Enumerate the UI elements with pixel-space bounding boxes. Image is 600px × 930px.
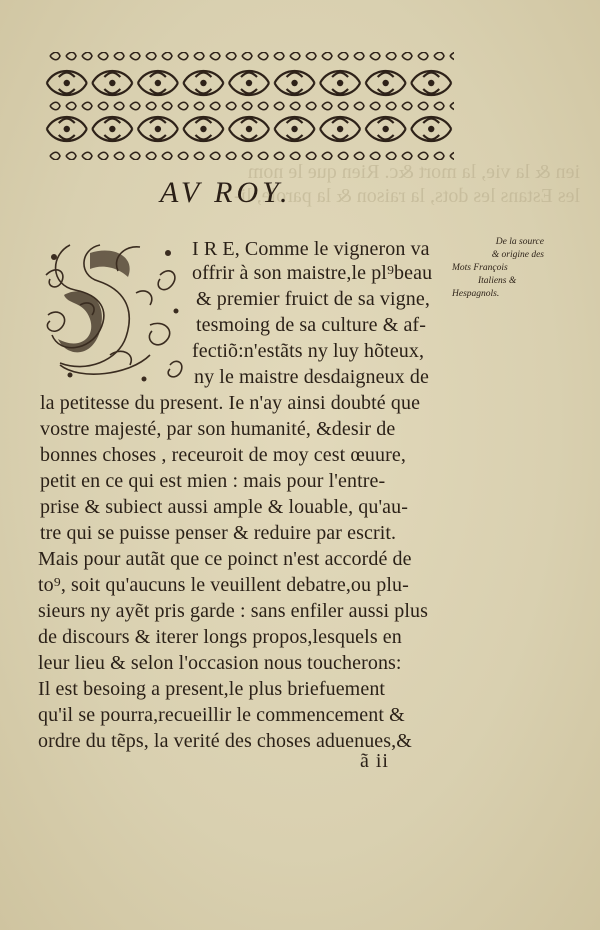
ornamental-headpiece (44, 52, 454, 160)
page-title: AV ROY. (160, 176, 292, 209)
text-line: de discours & iterer longs propos,lesquels en (38, 626, 402, 648)
headpiece-border (50, 102, 454, 110)
text-line: I R E, Comme le vigneron va (192, 238, 430, 260)
text-line: & premier fruict de sa vigne, (196, 288, 430, 310)
text-line: offrir à son maistre,le pl⁹beau (192, 262, 433, 284)
headpiece-motif (366, 117, 406, 141)
headpiece-motif (47, 71, 87, 95)
headpiece-motif (229, 117, 269, 141)
text-line: tre qui se puisse penser & reduire par escrit. (40, 522, 397, 544)
text-line: ny le maistre desdaigneux de (194, 366, 429, 388)
headpiece-motif (183, 117, 223, 141)
headpiece-motif (411, 117, 451, 141)
headpiece-motif (275, 117, 315, 141)
headpiece-border (50, 52, 454, 60)
headpiece-motif (138, 117, 178, 141)
bleed-through-text: ien & la vie, la mort &c. Rien que le nom les Estans les dots, la raison & la parole, li- (233, 161, 580, 207)
text-line: sieurs ny ayẽt pris garde : sans enfiler aussi plus (38, 600, 429, 622)
text-line: Il est besoing a present,le plus briefuement (38, 678, 386, 700)
text-line: to⁹, soit qu'aucuns le veuillent debatre,ou plu- (38, 574, 409, 596)
text-line: leur lieu & selon l'occasion nous toucherons: (38, 652, 402, 674)
decorated-initial-s (40, 235, 188, 385)
headpiece-motif (320, 71, 360, 95)
text-line: bonnes choses , receuroit de moy cest œuure, (40, 444, 406, 466)
headpiece-ornament-icon (44, 52, 454, 160)
margin-note-line: Italiens & (478, 276, 517, 286)
headpiece-motif (275, 71, 315, 95)
text-line: Mais pour autãt que ce poinct n'est accordé de (38, 548, 412, 570)
text-line: qu'il se pourra,recueillir le commencement & (38, 704, 405, 726)
margin-note-line: Hespagnols. (452, 289, 500, 299)
text-line: petit en ce qui est mien : mais pour l'entre- (40, 470, 386, 492)
text-line: ordre du tẽps, la verité des choses aduenues,& (38, 730, 412, 752)
headpiece-motif (47, 117, 87, 141)
historiated-initial-icon (40, 235, 188, 385)
headpiece-motif (229, 71, 269, 95)
headpiece-motif (138, 71, 178, 95)
headpiece-border (50, 152, 454, 160)
text-line: la petitesse du present. Ie n'ay ainsi doubté que (40, 392, 421, 414)
headpiece-motif (411, 71, 451, 95)
text-line: vostre majesté, par son humanité, &desir de (40, 418, 396, 440)
signature-mark: ã ii (360, 750, 389, 772)
headpiece-motif (92, 71, 132, 95)
headpiece-motif (366, 71, 406, 95)
headpiece-motif (92, 117, 132, 141)
text-line: tesmoing de sa culture & af- (196, 314, 426, 336)
headpiece-motif (320, 117, 360, 141)
margin-note-line: De la source (495, 237, 544, 247)
margin-note-line: Mots François (452, 263, 508, 273)
margin-note (452, 236, 562, 301)
headpiece-motif (183, 71, 223, 95)
text-line: prise & subiect aussi ample & louable, qu'au- (40, 496, 409, 518)
margin-note-line: & origine des (491, 250, 544, 260)
text-line: fectiõ:n'estãts ny luy hõteux, (192, 340, 425, 362)
